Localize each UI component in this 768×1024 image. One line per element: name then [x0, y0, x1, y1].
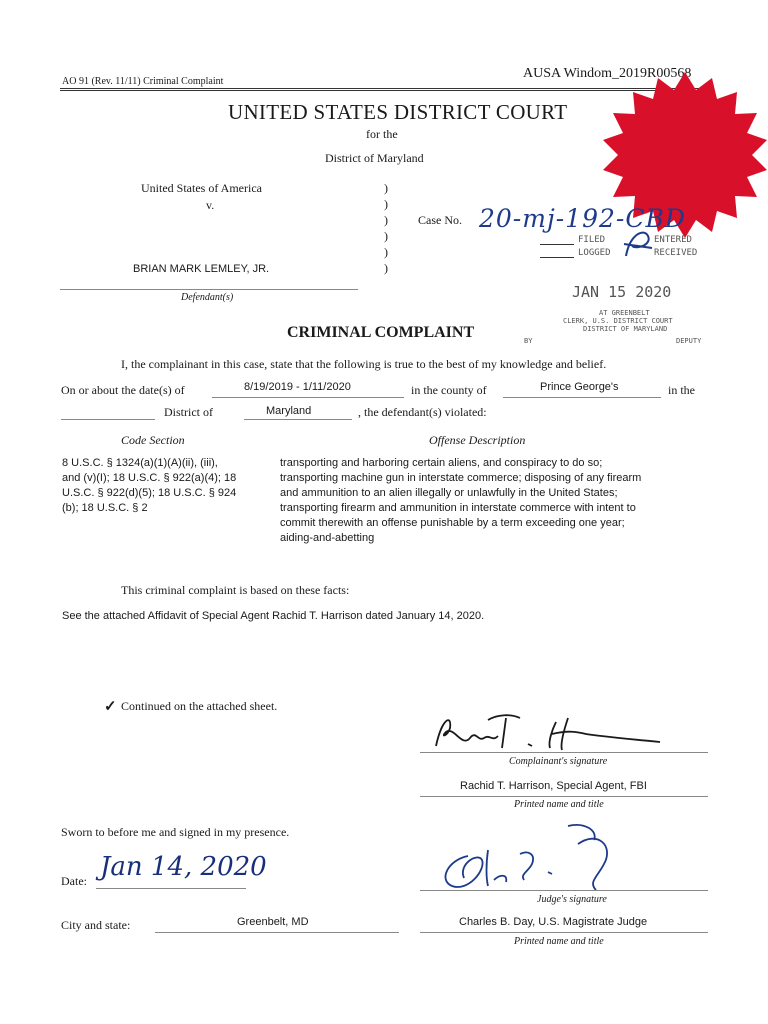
case-no-handwritten: 20-mj-192-CBD [479, 204, 686, 233]
continued-checkbox[interactable]: ✓ [104, 699, 117, 715]
stamp-entered: ENTERED [654, 235, 692, 245]
stamp-location-1: AT GREENBELT [599, 309, 650, 317]
defendant-label: Defendant(s) [181, 292, 234, 303]
bracket: ) [384, 229, 388, 243]
facts-label: This criminal complaint is based on these facts: [121, 583, 350, 597]
county-rule [503, 397, 661, 398]
stamp-received: RECEIVED [654, 248, 698, 258]
code-section-list [62, 456, 236, 516]
date-rule [96, 888, 246, 889]
offense-description-list [280, 456, 641, 546]
continued-label: Continued on the attached sheet. [121, 699, 278, 713]
city-state-rule [155, 932, 399, 933]
complainant-printed-label: Printed name and title [514, 799, 604, 810]
court-title: UNITED STATES DISTRICT COURT [228, 100, 568, 124]
judge-signature-label: Judge's signature [537, 894, 607, 905]
offense-description-line: transporting machine gun in interstate commerce; disposing of any firearm [280, 472, 642, 484]
district-of-label: District of [164, 405, 213, 419]
code-section-line: (b); 18 U.S.C. § 2 [62, 502, 148, 514]
complainant-signature-label: Complainant's signature [509, 756, 608, 767]
facts-text: See the attached Affidavit of Special Agent Rachid T. Harrison dated January 14, 2020. [62, 610, 485, 622]
sworn-statement: Sworn to before me and signed in my presence. [61, 825, 290, 839]
offense-description-line: commit therewith an offense punishable by a term exceeding one year; [280, 517, 625, 529]
date-label: Date: [61, 874, 87, 888]
bracket: ) [384, 261, 388, 275]
form-id: AO 91 (Rev. 11/11) Criminal Complaint [62, 76, 224, 87]
complainant-name-rule [420, 796, 708, 797]
complainant-signature-image [428, 708, 668, 758]
judge-signature-image [428, 820, 648, 900]
stamp-filed: FILED [578, 235, 606, 245]
date-handwritten: Jan 14, 2020 [100, 852, 267, 882]
district-value: Maryland [266, 405, 312, 417]
plaintiff-name: United States of America [141, 181, 262, 195]
judge-name-rule [420, 932, 708, 933]
ausa-reference: AUSA Windom_2019R00568 [523, 66, 692, 81]
complainant-signature-rule [420, 752, 708, 753]
document-title: CRIMINAL COMPLAINT [287, 324, 475, 341]
statement-intro: I, the complainant in this case, state that the following is true to the best of my knowledge and belief. [121, 357, 607, 371]
bracket: ) [384, 245, 388, 259]
offense-description-header: Offense Description [429, 433, 526, 447]
court-for: for the [366, 127, 398, 141]
stamp-initials-mark [618, 226, 658, 262]
bracket: ) [384, 213, 388, 227]
stamp-location-3: DISTRICT OF MARYLAND [583, 325, 668, 333]
bracket: ) [384, 181, 388, 195]
offense-dates: 8/19/2019 - 1/11/2020 [244, 381, 351, 393]
judge-printed-label: Printed name and title [514, 936, 604, 947]
stamp-by: BY [524, 337, 533, 345]
court-district: District of Maryland [325, 151, 424, 165]
in-the-label: in the [668, 383, 695, 397]
offense-description-line: transporting firearm and ammunition in interstate commerce with intent to [280, 502, 636, 514]
defendant-name: BRIAN MARK LEMLEY, JR. [133, 263, 270, 275]
offense-description-line: transporting and harboring certain aliens, and conspiracy to do so; [280, 457, 603, 469]
offense-description-line: aiding-and-abetting [280, 532, 375, 544]
judge-printed-name: Charles B. Day, U.S. Magistrate Judge [459, 916, 648, 928]
code-section-line: 8 U.S.C. § 1324(a)(1)(A)(ii), (iii), [62, 457, 218, 469]
on-or-about-label: On or about the date(s) of [61, 383, 185, 397]
county-value: Prince George's [540, 381, 619, 393]
stamp-deputy: DEPUTY [676, 337, 702, 345]
case-no-label: Case No. [418, 213, 462, 227]
city-state-value: Greenbelt, MD [237, 916, 309, 928]
offense-description-line: and ammunition to an alien illegally or unlawfully in the United States; [280, 487, 618, 499]
district-rule [244, 419, 352, 420]
stamp-location-2: CLERK, U.S. DISTRICT COURT [563, 317, 673, 325]
stamp-logged-rule [540, 257, 574, 258]
bracket: ) [384, 197, 388, 211]
county-label: in the county of [411, 383, 487, 397]
versus-label: v. [206, 198, 215, 212]
code-section-header: Code Section [121, 433, 185, 447]
stamp-logged: LOGGED [578, 248, 611, 258]
dates-rule [212, 397, 404, 398]
code-section-line: U.S.C. § 922(d)(5); 18 U.S.C. § 924 [62, 487, 237, 499]
code-section-line: and (v)(I); 18 U.S.C. § 922(a)(4); 18 [62, 472, 237, 484]
complainant-printed-name: Rachid T. Harrison, Special Agent, FBI [460, 780, 647, 792]
stamp-filed-rule [540, 244, 574, 245]
judge-signature-rule [420, 890, 708, 891]
city-state-label: City and state: [61, 918, 131, 932]
stamp-date: JAN 15 2020 [572, 283, 672, 301]
defendant-rule [60, 289, 358, 290]
district-prefix-rule [61, 419, 155, 420]
violated-label: , the defendant(s) violated: [358, 405, 487, 419]
